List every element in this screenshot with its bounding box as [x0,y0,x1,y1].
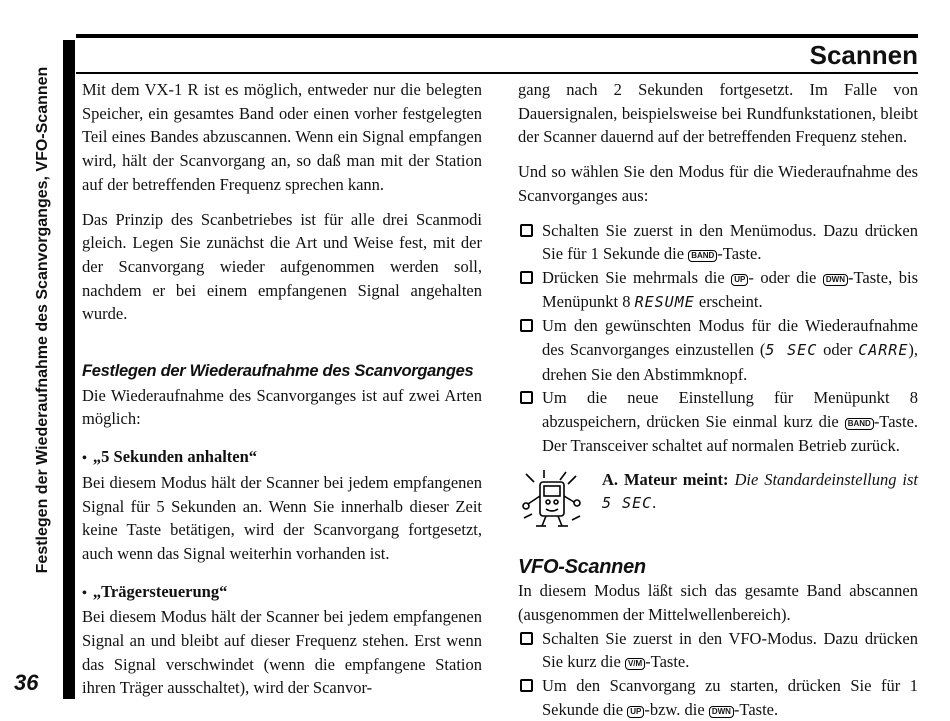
mode-2-heading [82,580,482,606]
page-number: 36 [14,670,39,695]
lcd-5sec: 5 SEC [765,341,818,360]
side-title-text: Festlegen der Wiederaufnahme des Scanvorganges, VFO-Scannen [34,66,51,574]
vm-key-icon: V/M [625,658,645,670]
resume-intro-paragraph: Die Wiederaufnahme des Scanvorganges ist auf zwei Arten möglich: [82,385,482,429]
step-1-text: Schalten Sie zuerst in den Menümodus. Dazu drücken Sie für 1 Sekunde die [542,220,918,264]
vfo-heading: VFO-Scannen [518,555,646,578]
lcd-5sec-default: 5 SEC [602,494,653,513]
vfo-step-2-mid: -bzw. die [644,699,705,719]
continuation-paragraph: gang nach 2 Sekunden fortgesetzt. Im Falle von Dauersignalen, beispielsweise bei Rundfunkstationen, bleibt der Scanner dauernd auf der betreffenden Frequenz stehen. [518,80,918,147]
side-black-bar [63,40,75,699]
intro-paragraph: Mit dem VX-1 R ist es möglich, entweder nur die belegten Speicher, ein gesamtes Band oder einen vorher festgelegten Teil eines Bandes abzuscannen. Wenn ein Signal empfangen wird, hält der Scanvorgang an, so daß man mit der Station auf der betreffenden Frequenz sprechen kann. [82,80,482,194]
page-title: Scannen [809,40,918,70]
vfo-step-2-text: Um den Scanvorgang zu starten, drücken Sie für 1 Sekunde die [542,676,918,719]
mode-1-heading [82,445,482,471]
step-2 [518,266,918,314]
dwn-key-icon: DWN [709,706,734,718]
checkbox-icon [520,224,533,237]
left-column [82,78,482,700]
mode-1-title: „5 Sekunden anhalten“ [92,447,258,467]
step-1 [518,219,918,266]
bullet-icon: • [82,585,87,601]
vfo-step-1 [518,627,918,674]
checkbox-icon [520,271,533,284]
step-2-end: erscheint. [698,291,763,311]
bullet-icon: • [82,451,87,467]
band-key-icon: BAND [688,250,717,262]
band-key-icon: BAND [845,418,874,430]
step-4-end: -Taste. Der Transceiver schaltet auf normalen Betrieb zurück. [542,412,919,455]
step-2-mid2: -Taste, bis Menüpunkt 8 [542,267,918,311]
select-mode-paragraph: Und so wählen Sie den Modus für die Wiederaufnahme des Scanvorganges aus: [518,162,918,205]
vfo-step-1-text: Schalten Sie zuerst in den VFO-Modus. Dazu drücken Sie kurz die [542,628,918,672]
vfo-paragraph: In diesem Modus läßt sich das gesamte Band abscannen (ausgenommen der Mittelwellenbereich). [518,581,918,624]
step-3 [518,314,918,386]
header-rule-top [76,34,918,38]
checkbox-icon [520,632,533,645]
header-rule-bottom [76,72,918,74]
step-4-text: Um die neue Einstellung für Menüpunkt 8 abzuspeichern, drücken Sie einmal kurz die [542,388,918,432]
tip-body: Die Standardeinstellung ist [734,469,919,489]
step-2-mid: - oder die [748,267,817,287]
step-2-text: Drücken Sie mehrmals die [542,267,725,287]
tip-end: . [652,493,657,513]
step-1-end: -Taste. [717,244,762,264]
mode-1-text: Bei diesem Modus hält der Scanner bei jedem empfangenen Signal für 5 Sekunden an. Wenn Sie innerhalb dieser Zeit keine Taste betätigen, wird der Scanvorgang fortgesetzt, auch wenn das Signal weiterhin vorhanden ist. [82,472,482,563]
checkbox-icon [520,679,533,692]
tip-label: A. Mateur meint: [602,469,729,489]
mode-2-text: Bei diesem Modus hält der Scanner bei jedem empfangenen Signal an und bleibt auf dieser Frequenz stehen. Erst wenn das Signal verschwindet (wenn die empfangene Station ihren Träger ausschaltet), wird der Scanvor- [82,607,482,698]
principle-paragraph: Das Prinzip des Scanbetriebes ist für alle drei Scanmodi gleich. Legen Sie zunächst die Art und Weise fest, mit der der Scanvorgang wieder aufgenommen werden soll, nachdem er bei einem empfangenen Signal angehalten wurde. [82,209,482,324]
tip-text [602,468,918,516]
resume-subheading: Festlegen der Wiederaufnahme des Scanvorganges [82,362,474,381]
step-3-mid: oder [823,340,853,360]
lcd-carrier: CARRE [858,341,909,360]
lcd-resume: RESUME [634,292,695,311]
dwn-key-icon: DWN [823,274,848,286]
mode-2-title: „Trägersteuerung“ [92,581,228,601]
vfo-step-2 [518,674,918,721]
up-key-icon: UP [731,274,748,286]
tip-box [518,468,918,528]
right-column [518,78,918,721]
checkbox-icon [520,319,533,332]
vfo-step-2-end: -Taste. [733,699,779,719]
step-3-end: ), drehen Sie den Abstimmknopf. [542,340,918,384]
step-3-text: Um den gewünschten Modus für die Wiederaufnahme des Scanvorganges einzustellen ( [542,316,918,360]
step-4 [518,386,918,457]
up-key-icon: UP [627,706,644,718]
vfo-step-1-end: -Taste. [645,652,690,672]
checkbox-icon [520,391,533,404]
mascot-icon [518,468,596,534]
